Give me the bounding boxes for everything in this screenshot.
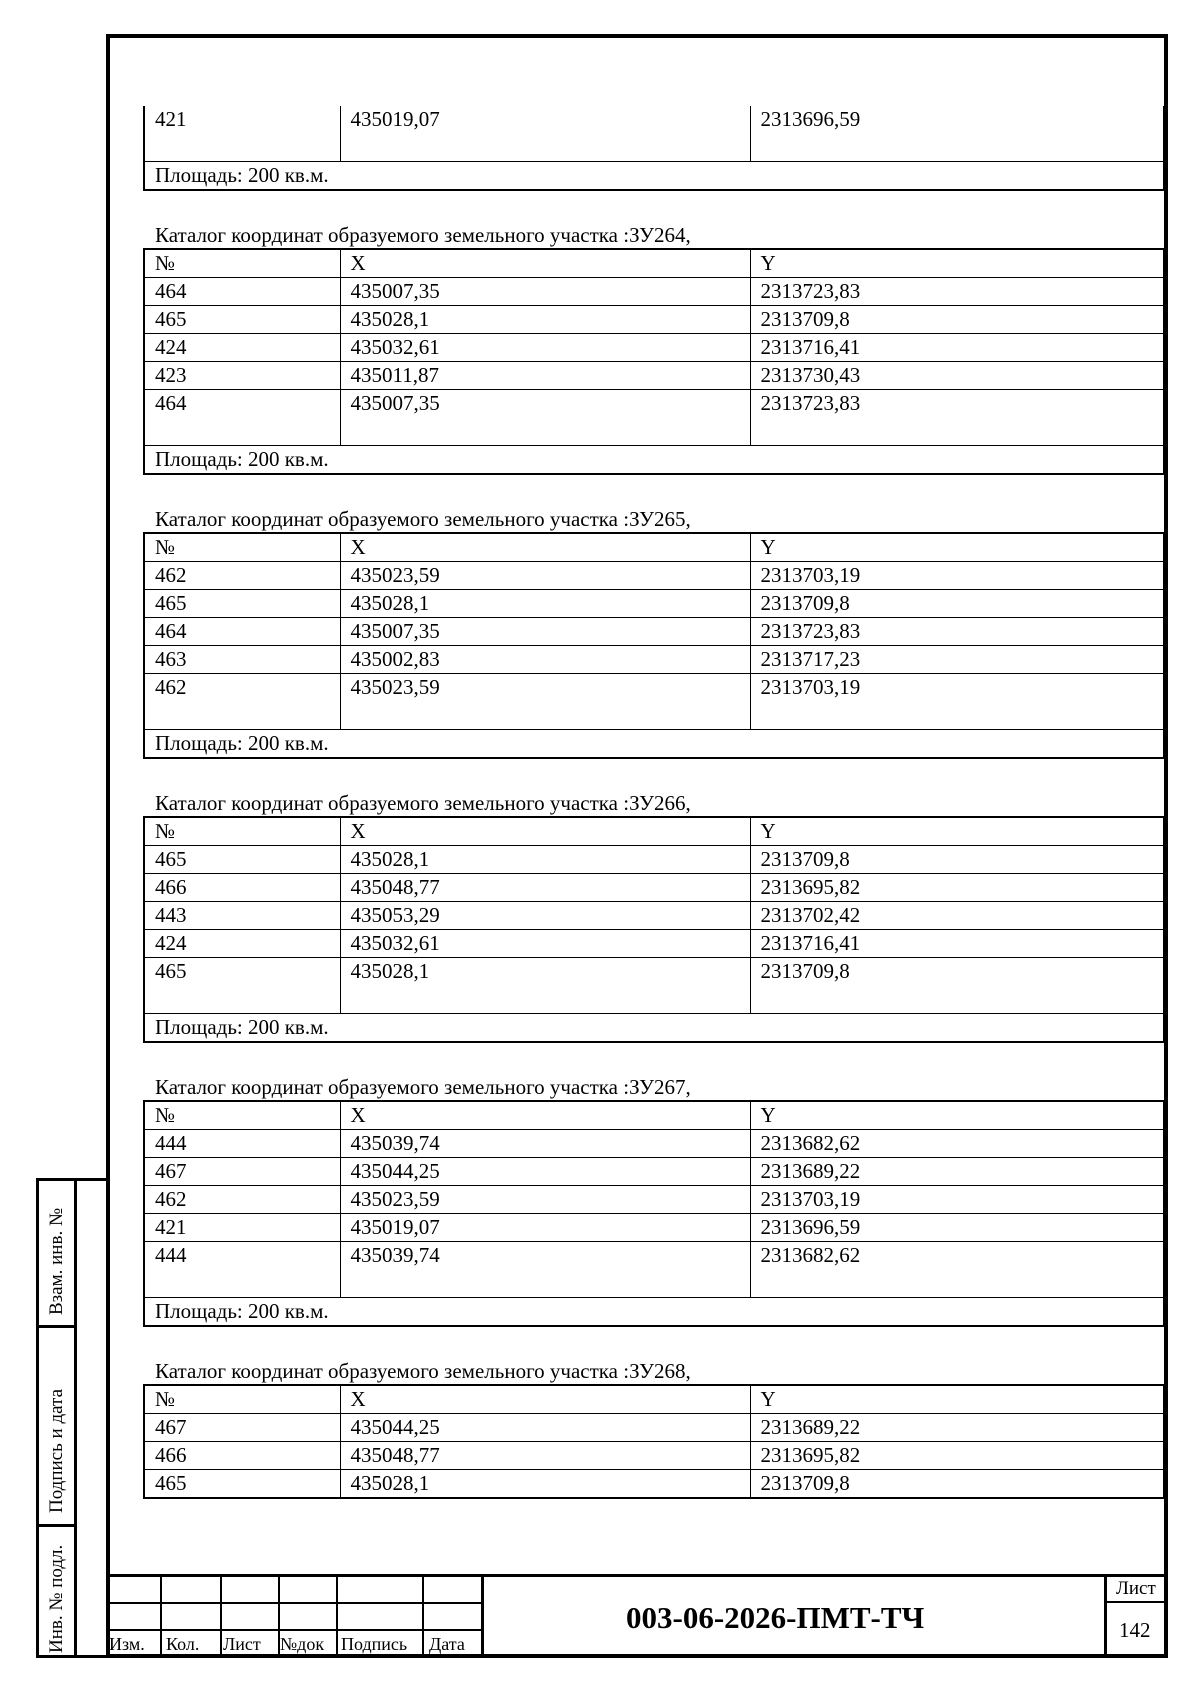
y-value: 2313709,8 xyxy=(750,1470,1164,1499)
coordinate-table xyxy=(143,1100,1165,1327)
point-number: 464 xyxy=(144,618,340,646)
point-number: 444 xyxy=(144,1130,340,1158)
sheet-number: 142 xyxy=(1119,1618,1151,1642)
x-value: 435039,74 xyxy=(340,1130,750,1158)
table-header-row xyxy=(144,533,1164,562)
y-value: 2313682,62 xyxy=(750,1130,1164,1158)
col-label-doc: №док xyxy=(280,1634,325,1654)
y-value: 2313709,8 xyxy=(750,306,1164,334)
point-number: 465 xyxy=(144,846,340,874)
point-number: 421 xyxy=(144,106,340,162)
x-value: 435023,59 xyxy=(340,1186,750,1214)
side-cell-original xyxy=(39,1527,75,1658)
y-header: Y xyxy=(750,1385,1164,1414)
table-header-row xyxy=(144,1385,1164,1414)
side-stamp xyxy=(36,1178,106,1658)
area-text: Площадь: 200 кв.м. xyxy=(144,1298,1164,1327)
catalog-list xyxy=(143,223,1163,1499)
x-value: 435044,25 xyxy=(340,1158,750,1186)
area-text: Площадь: 200 кв.м. xyxy=(144,162,1164,191)
title-block xyxy=(106,1574,1168,1658)
point-number-header: № xyxy=(144,817,340,846)
x-value: 435028,1 xyxy=(340,590,750,618)
point-number: 462 xyxy=(144,562,340,590)
col-label-change: Изм. xyxy=(109,1634,145,1654)
point-number: 467 xyxy=(144,1414,340,1442)
area-text: Площадь: 200 кв.м. xyxy=(144,730,1164,759)
table-row xyxy=(144,1242,1164,1298)
catalog-caption: Каталог координат образуемого земельного участка :ЗУ265, xyxy=(155,507,691,531)
point-number: 464 xyxy=(144,278,340,306)
x-value: 435011,87 xyxy=(340,362,750,390)
y-value: 2313695,82 xyxy=(750,874,1164,902)
table-row xyxy=(144,1414,1164,1442)
catalog-caption: Каталог координат образуемого земельного участка :ЗУ267, xyxy=(155,1075,691,1099)
x-value: 435053,29 xyxy=(340,902,750,930)
point-number: 424 xyxy=(144,930,340,958)
y-value: 2313717,23 xyxy=(750,646,1164,674)
point-number: 465 xyxy=(144,306,340,334)
table-row xyxy=(144,958,1164,1014)
point-number-header: № xyxy=(144,1101,340,1130)
table-row xyxy=(144,1158,1164,1186)
y-value: 2313709,8 xyxy=(750,590,1164,618)
point-number-header: № xyxy=(144,249,340,278)
y-value: 2313703,19 xyxy=(750,562,1164,590)
point-number: 467 xyxy=(144,1158,340,1186)
y-value: 2313682,62 xyxy=(750,1242,1164,1298)
x-header: X xyxy=(340,249,750,278)
y-header: Y xyxy=(750,249,1164,278)
area-text: Площадь: 200 кв.м. xyxy=(144,446,1164,475)
y-value: 2313695,82 xyxy=(750,1442,1164,1470)
y-value: 2313703,19 xyxy=(750,674,1164,730)
table-row xyxy=(144,334,1164,362)
point-number: 463 xyxy=(144,646,340,674)
x-value: 435019,07 xyxy=(340,1214,750,1242)
y-value: 2313703,19 xyxy=(750,1186,1164,1214)
y-value: 2313716,41 xyxy=(750,930,1164,958)
table-row xyxy=(144,590,1164,618)
col-label-sheet: Лист xyxy=(223,1634,261,1654)
table-row xyxy=(144,278,1164,306)
y-value: 2313689,22 xyxy=(750,1414,1164,1442)
y-header: Y xyxy=(750,1101,1164,1130)
side-label-replacement: Взам. инв. № xyxy=(46,1207,67,1315)
area-row xyxy=(144,446,1164,475)
x-value: 435032,61 xyxy=(340,930,750,958)
col-label-count: Кол. xyxy=(166,1634,200,1654)
point-number-header: № xyxy=(144,1385,340,1414)
area-row xyxy=(144,1298,1164,1327)
table-header-row xyxy=(144,1101,1164,1130)
side-cell-replacement xyxy=(39,1181,75,1328)
point-number-header: № xyxy=(144,533,340,562)
table-row xyxy=(144,646,1164,674)
x-value: 435028,1 xyxy=(340,306,750,334)
table-row xyxy=(144,362,1164,390)
table-header-row xyxy=(144,249,1164,278)
x-value: 435039,74 xyxy=(340,1242,750,1298)
area-text: Площадь: 200 кв.м. xyxy=(144,1014,1164,1043)
x-value: 435032,61 xyxy=(340,334,750,362)
point-number: 444 xyxy=(144,1242,340,1298)
area-row xyxy=(144,162,1164,191)
point-number: 424 xyxy=(144,334,340,362)
x-value: 435048,77 xyxy=(340,1442,750,1470)
x-value: 435028,1 xyxy=(340,958,750,1014)
col-label-date: Дата xyxy=(429,1634,465,1654)
point-number: 464 xyxy=(144,390,340,446)
area-row xyxy=(144,1014,1164,1043)
x-value: 435019,07 xyxy=(340,106,750,162)
x-value: 435028,1 xyxy=(340,846,750,874)
document-code: 003-06-2026-ПМТ-ТЧ xyxy=(626,1600,925,1635)
y-value: 2313689,22 xyxy=(750,1158,1164,1186)
y-value: 2313709,8 xyxy=(750,958,1164,1014)
coordinate-table xyxy=(143,248,1165,475)
y-value: 2313696,59 xyxy=(750,1214,1164,1242)
table-row xyxy=(144,1130,1164,1158)
table-row xyxy=(144,1186,1164,1214)
catalog-caption: Каталог координат образуемого земельного участка :ЗУ268, xyxy=(155,1359,691,1383)
table-row xyxy=(144,306,1164,334)
x-value: 435002,83 xyxy=(340,646,750,674)
y-value: 2313723,83 xyxy=(750,278,1164,306)
point-number: 466 xyxy=(144,1442,340,1470)
y-header: Y xyxy=(750,817,1164,846)
page-content xyxy=(143,106,1163,1499)
table-row xyxy=(144,618,1164,646)
sheet-label: Лист xyxy=(1116,1578,1156,1599)
x-value: 435007,35 xyxy=(340,618,750,646)
side-label-original: Инв. № подл. xyxy=(46,1544,67,1653)
point-number: 462 xyxy=(144,1186,340,1214)
side-label-signature: Подпись и дата xyxy=(46,1388,67,1513)
table-row xyxy=(144,390,1164,446)
table-header-row xyxy=(144,817,1164,846)
coordinate-table xyxy=(143,532,1165,759)
table-row xyxy=(144,674,1164,730)
table-row xyxy=(144,1442,1164,1470)
y-value: 2313723,83 xyxy=(750,390,1164,446)
x-value: 435007,35 xyxy=(340,278,750,306)
area-row xyxy=(144,730,1164,759)
point-number: 465 xyxy=(144,590,340,618)
coordinate-table-fragment xyxy=(143,106,1165,191)
y-value: 2313709,8 xyxy=(750,846,1164,874)
table-row xyxy=(144,930,1164,958)
x-header: X xyxy=(340,1101,750,1130)
point-number: 421 xyxy=(144,1214,340,1242)
x-value: 435028,1 xyxy=(340,1470,750,1499)
point-number: 443 xyxy=(144,902,340,930)
x-value: 435023,59 xyxy=(340,674,750,730)
y-value: 2313696,59 xyxy=(750,106,1164,162)
y-value: 2313716,41 xyxy=(750,334,1164,362)
col-label-signature: Подпись xyxy=(341,1634,408,1654)
x-header: X xyxy=(340,1385,750,1414)
catalog-caption: Каталог координат образуемого земельного участка :ЗУ266, xyxy=(155,791,691,815)
table-row xyxy=(144,562,1164,590)
table-row xyxy=(144,902,1164,930)
table-row xyxy=(144,1214,1164,1242)
point-number: 462 xyxy=(144,674,340,730)
x-value: 435007,35 xyxy=(340,390,750,446)
y-header: Y xyxy=(750,533,1164,562)
table-row xyxy=(144,106,1164,162)
point-number: 466 xyxy=(144,874,340,902)
point-number: 423 xyxy=(144,362,340,390)
x-value: 435023,59 xyxy=(340,562,750,590)
table-row xyxy=(144,874,1164,902)
table-row xyxy=(144,846,1164,874)
side-cell-signature xyxy=(39,1328,75,1527)
coordinate-table xyxy=(143,1384,1165,1499)
x-header: X xyxy=(340,817,750,846)
catalog-caption: Каталог координат образуемого земельного участка :ЗУ264, xyxy=(155,223,691,247)
x-value: 435044,25 xyxy=(340,1414,750,1442)
x-header: X xyxy=(340,533,750,562)
table-row xyxy=(144,1470,1164,1499)
point-number: 465 xyxy=(144,1470,340,1499)
x-value: 435048,77 xyxy=(340,874,750,902)
y-value: 2313723,83 xyxy=(750,618,1164,646)
y-value: 2313702,42 xyxy=(750,902,1164,930)
point-number: 465 xyxy=(144,958,340,1014)
coordinate-table xyxy=(143,816,1165,1043)
y-value: 2313730,43 xyxy=(750,362,1164,390)
